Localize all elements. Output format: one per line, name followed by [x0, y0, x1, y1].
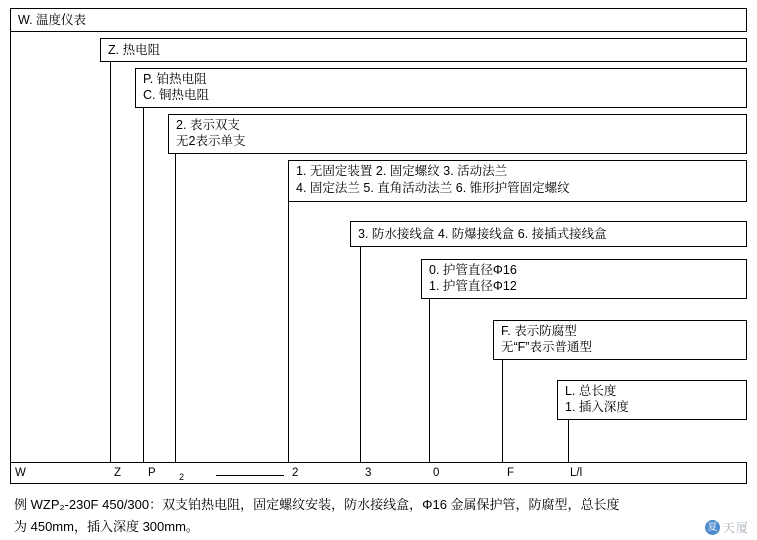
model-code-item: 3 [365, 467, 372, 479]
spec-line: 3. 防水接线盒 4. 防爆接线盒 6. 接插式接线盒 [358, 227, 607, 241]
spec-box-length [557, 380, 747, 420]
spec-box-branch-count [168, 114, 747, 154]
spec-box-instrument [10, 8, 747, 32]
spec-box-junction-box [350, 221, 747, 247]
spec-line: 无“F”表示普通型 [501, 340, 592, 354]
model-code-row [10, 462, 747, 484]
connector-stem-length [568, 420, 569, 462]
spec-box-material [135, 68, 747, 108]
watermark-text: 天厦 [722, 521, 749, 535]
connector-stem-corrosion [502, 360, 503, 462]
model-code-item: P [148, 467, 156, 479]
model-code-item: 0 [433, 467, 440, 479]
spec-line: 1. 插入深度 [565, 400, 629, 414]
watermark-logo-icon: 夏 [705, 520, 720, 535]
model-code-item: Z [114, 467, 122, 479]
spec-line: 1. 无固定装置 2. 固定螺纹 3. 活动法兰 [296, 164, 508, 178]
connector-stem-z [110, 62, 111, 462]
spec-box-sensor-type [100, 38, 747, 62]
connector-stem-branch [175, 154, 176, 462]
model-code-item-subscript: 2 [179, 472, 185, 482]
example-caption-line-1: 例 WZP₂-230F 450/300：双支铂热电阻，固定螺纹安装，防水接线盒，Φ16 金属保护管，防腐型，总长度 [14, 497, 620, 512]
spec-line: W. 温度仪表 [18, 13, 87, 27]
model-code-item: 2 [292, 467, 299, 479]
model-code-item: L/l [570, 467, 583, 479]
spec-line: 1. 护管直径Φ12 [429, 279, 517, 293]
code-dash-line [216, 475, 284, 476]
spec-line: 4. 固定法兰 5. 直角活动法兰 6. 锥形护管固定螺纹 [296, 181, 570, 195]
spec-line: 无2表示单支 [176, 134, 246, 148]
example-caption-line-2: 为 450mm，插入深度 300mm。 [14, 519, 199, 534]
spec-box-tube-diameter [421, 259, 747, 299]
spec-line: 2. 表示双支 [176, 118, 240, 132]
spec-line: C. 铜热电阻 [143, 88, 209, 102]
connector-stem-w [10, 32, 11, 462]
connector-stem-diameter [429, 299, 430, 462]
spec-line: P. 铂热电阻 [143, 72, 207, 86]
model-code-item: W [15, 467, 26, 479]
connector-stem-p [143, 108, 144, 462]
connector-stem-mounting [288, 202, 289, 462]
watermark [705, 519, 749, 536]
spec-box-corrosion-resistance [493, 320, 747, 360]
spec-line: F. 表示防腐型 [501, 324, 577, 338]
spec-line: 0. 护管直径Φ16 [429, 263, 517, 277]
model-code-item: F [507, 467, 515, 479]
spec-box-mounting [288, 160, 747, 202]
connector-stem-junction [360, 247, 361, 462]
spec-line: L. 总长度 [565, 384, 617, 398]
spec-line: Z. 热电阻 [108, 43, 161, 57]
